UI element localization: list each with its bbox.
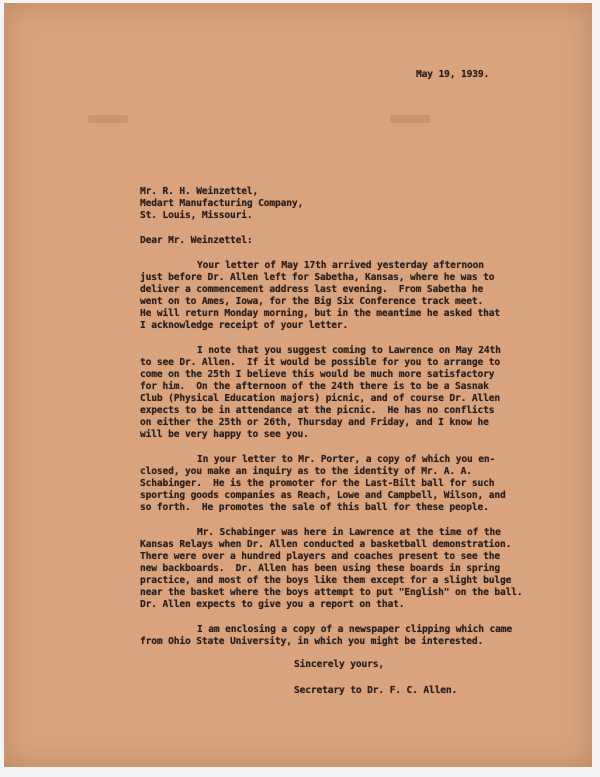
body-line: just before Dr. Allen left for Sabetha, Kansas, where he was to bbox=[140, 272, 495, 283]
body-line: He will return Monday morning, but in the meantime he asked that bbox=[140, 308, 501, 319]
body-line: closed, you make an inquiry as to the identity of Mr. A. A. bbox=[140, 466, 472, 477]
body-line: to see Dr. Allen. If it would be possible for you to arrange to bbox=[140, 357, 501, 368]
signature: Secretary to Dr. F. C. Allen. bbox=[294, 685, 458, 696]
body-line: deliver a commencement address last evening. From Sabetha he bbox=[140, 284, 484, 295]
body-line: I note that you suggest coming to Lawrence on May 24th bbox=[197, 345, 501, 356]
ghost-mark-right bbox=[390, 115, 430, 123]
body-line: expects to be in attendance at the picnic. He has no conflicts bbox=[140, 405, 495, 416]
body-line: Dr. Allen expects to give you a report on that. bbox=[140, 599, 405, 610]
body-line: Schabinger. He is the promoter for the Last-Bilt ball for such bbox=[140, 478, 495, 489]
body-line: Mr. Schabinger was here in Lawrence at the time of the bbox=[197, 527, 501, 538]
body-line: so forth. He promotes the sale of this ball for these people. bbox=[140, 502, 489, 513]
body-line: I acknowledge receipt of your letter. bbox=[140, 320, 349, 331]
body-line: near the basket where the boys attempt to put "English" on the ball. bbox=[140, 587, 523, 598]
body-line: Kansas Relays when Dr. Allen conducted a basketball demonstration. bbox=[140, 539, 512, 550]
body-line: new backboards. Dr. Allen has been using these boards in spring bbox=[140, 563, 501, 574]
body-line: There were over a hundred players and coaches present to see the bbox=[140, 551, 501, 562]
body-line: for him. On the afternoon of the 24th there is to be a Sasnak bbox=[140, 381, 489, 392]
salutation: Dear Mr. Weinzettel: bbox=[140, 235, 253, 246]
recipient-company: Medart Manufacturing Company, bbox=[140, 198, 304, 209]
body-line: sporting goods companies as Reach, Lowe and Campbell, Wilson, and bbox=[140, 490, 506, 501]
body-line: Your letter of May 17th arrived yesterday afternoon bbox=[197, 260, 484, 271]
closing: Sincerely yours, bbox=[294, 659, 385, 670]
letter-date: May 19, 1939. bbox=[416, 69, 490, 80]
body-line: went on to Ames, Iowa, for the Big Six Conference track meet. bbox=[140, 296, 484, 307]
body-line: I am enclosing a copy of a newspaper clipping which came bbox=[197, 624, 513, 635]
body-line: will be very happy to see you. bbox=[140, 429, 309, 440]
body-line: practice, and most of the boys like them except for a slight bulge bbox=[140, 575, 512, 586]
recipient-name: Mr. R. H. Weinzettel, bbox=[140, 186, 259, 197]
letter-page bbox=[4, 3, 592, 767]
body-line: Club (Physical Education majors) picnic, and of course Dr. Allen bbox=[140, 393, 501, 404]
body-line: on either the 25th or 26th, Thursday and Friday, and I know he bbox=[140, 417, 489, 428]
body-line: from Ohio State University, in which you might be interested. bbox=[140, 636, 484, 647]
body-line: In your letter to Mr. Porter, a copy of which you en- bbox=[197, 454, 496, 465]
ghost-mark-left bbox=[88, 115, 128, 123]
body-line: come on the 25th I believe this would be much more satisfactory bbox=[140, 369, 495, 380]
recipient-city: St. Louis, Missouri. bbox=[140, 210, 253, 221]
